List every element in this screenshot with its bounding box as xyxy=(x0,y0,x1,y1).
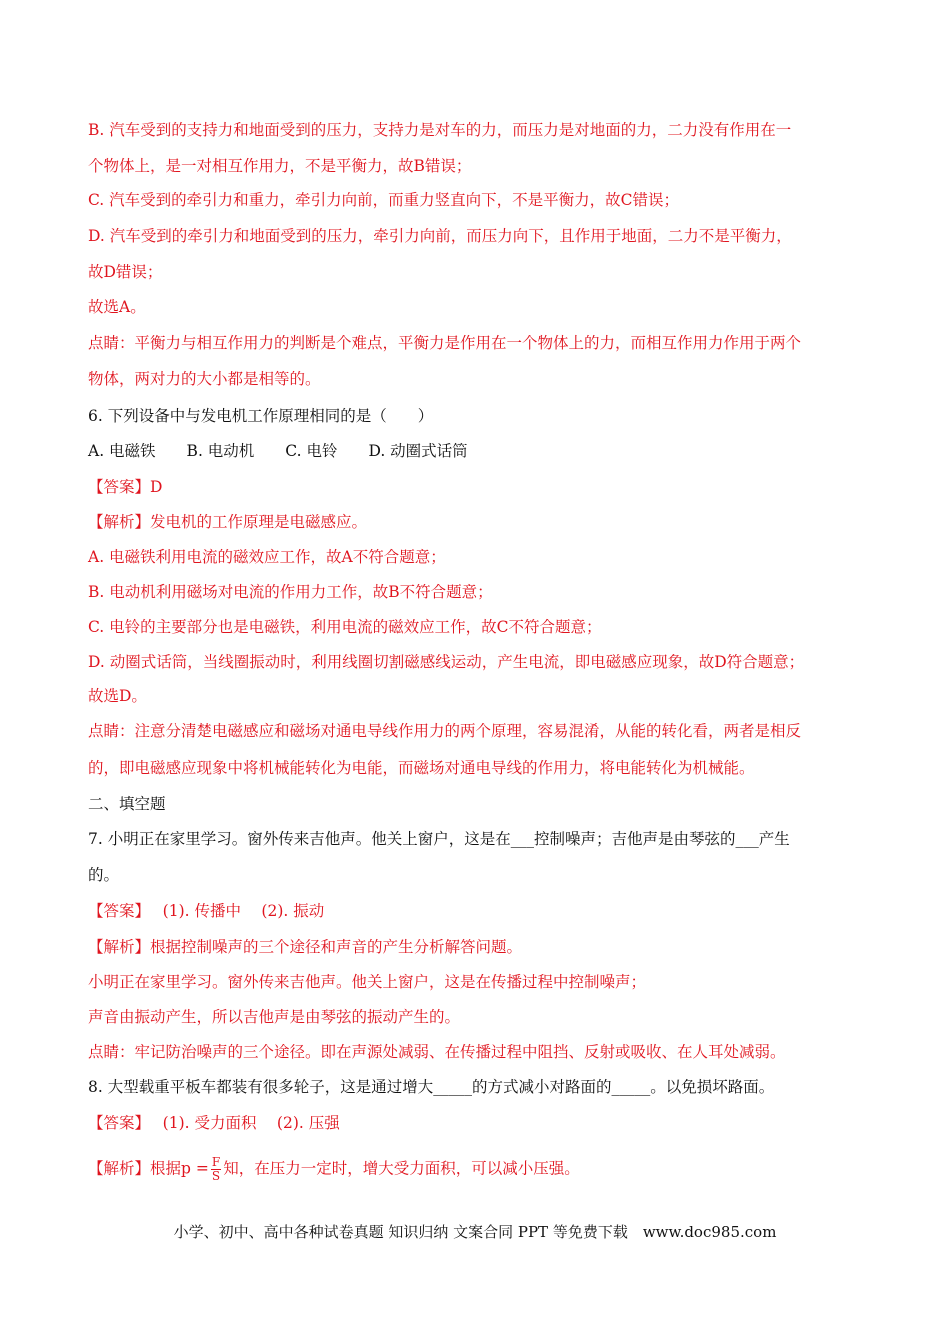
question-7: 7. 小明正在家里学习。窗外传来吉他声。他关上窗户，这是在___控制噪声；吉他声是由琴弦的___产生 xyxy=(88,830,790,848)
analysis-line: 【解析】根据控制噪声的三个途径和声音的产生分析解答问题。 xyxy=(88,938,523,956)
hint-line: 点睛：平衡力与相互作用力的判断是个难点，平衡力是作用在一个物体上的力，而相互作用力作用于两个 xyxy=(88,334,802,352)
fraction-denominator: S xyxy=(211,1169,221,1183)
section-heading: 二、填空题 xyxy=(88,795,166,813)
analysis-suffix: 知，在压力一定时，增大受力面积，可以减小压强。 xyxy=(223,1159,580,1178)
fraction-numerator: F xyxy=(211,1155,221,1169)
question-6-options: A. 电磁铁 B. 电动机 C. 电铃 D. 动圈式话筒 xyxy=(88,442,468,460)
pressure-fraction xyxy=(211,1156,221,1183)
text-line: A. 电磁铁利用电流的磁效应工作，故A不符合题意； xyxy=(88,548,446,566)
analysis-line-formula xyxy=(88,1156,580,1183)
answer-line: 【答案】 (1). 传播中 (2). 振动 xyxy=(88,902,325,920)
text-line: 个物体上，是一对相互作用力，不是平衡力，故B错误； xyxy=(88,157,472,175)
answer-line: 【答案】D xyxy=(88,478,163,496)
hint-line: 点睛：注意分清楚电磁感应和磁场对通电导线作用力的两个原理，容易混淆，从能的转化看，两者是相反 xyxy=(88,722,802,740)
hint-line: 物体，两对力的大小都是相等的。 xyxy=(88,370,321,388)
analysis-line: 【解析】发电机的工作原理是电磁感应。 xyxy=(88,513,368,531)
text-line: 故选D。 xyxy=(88,687,147,705)
text-line: C. 汽车受到的牵引力和重力，牵引力向前，而重力竖直向下，不是平衡力，故C错误； xyxy=(88,191,680,209)
text-line: B. 电动机利用磁场对电流的作用力工作，故B不符合题意； xyxy=(88,583,493,601)
hint-line: 的，即电磁感应现象中将机械能转化为电能，而磁场对通电导线的作用力，将电能转化为机械能。 xyxy=(88,759,755,777)
question-7-cont: 的。 xyxy=(88,866,120,884)
text-line: B. 汽车受到的支持力和地面受到的压力，支持力是对车的力，而压力是对地面的力，二力没有作用在一 xyxy=(88,121,792,139)
text-line: 故选A。 xyxy=(88,298,146,316)
text-line: 声音由振动产生，所以吉他声是由琴弦的振动产生的。 xyxy=(88,1008,461,1026)
hint-line: 点睛：牢记防治噪声的三个途径。即在声源处减弱、在传播过程中阻挡、反射或吸收、在人耳处减弱。 xyxy=(88,1043,786,1061)
text-line: D. 汽车受到的牵引力和地面受到的压力，牵引力向前，而压力向下，且作用于地面，二力不是平衡力， xyxy=(88,227,792,245)
formula-lhs: p = xyxy=(181,1159,209,1178)
page-footer: 小学、初中、高中各种试卷真题 知识归纳 文案合同 PPT 等免费下载 www.doc985.com xyxy=(173,1223,777,1241)
text-line: 小明正在家里学习。窗外传来吉他声。他关上窗户，这是在传播过程中控制噪声； xyxy=(88,973,647,991)
analysis-prefix: 【解析】根据 xyxy=(88,1159,182,1178)
text-line: D. 动圈式话筒，当线圈振动时，利用线圈切割磁感线运动，产生电流，即电磁感应现象，故D符合题意； xyxy=(88,653,805,671)
text-line: C. 电铃的主要部分也是电磁铁，利用电流的磁效应工作，故C不符合题意； xyxy=(88,618,602,636)
text-line: 故D错误； xyxy=(88,263,163,281)
question-8: 8. 大型载重平板车都装有很多轮子，这是通过增大_____的方式减小对路面的_____。以免损坏路面。 xyxy=(88,1078,775,1096)
answer-line: 【答案】 (1). 受力面积 (2). 压强 xyxy=(88,1114,340,1132)
question-6: 6. 下列设备中与发电机工作原理相同的是（ ） xyxy=(88,407,434,425)
